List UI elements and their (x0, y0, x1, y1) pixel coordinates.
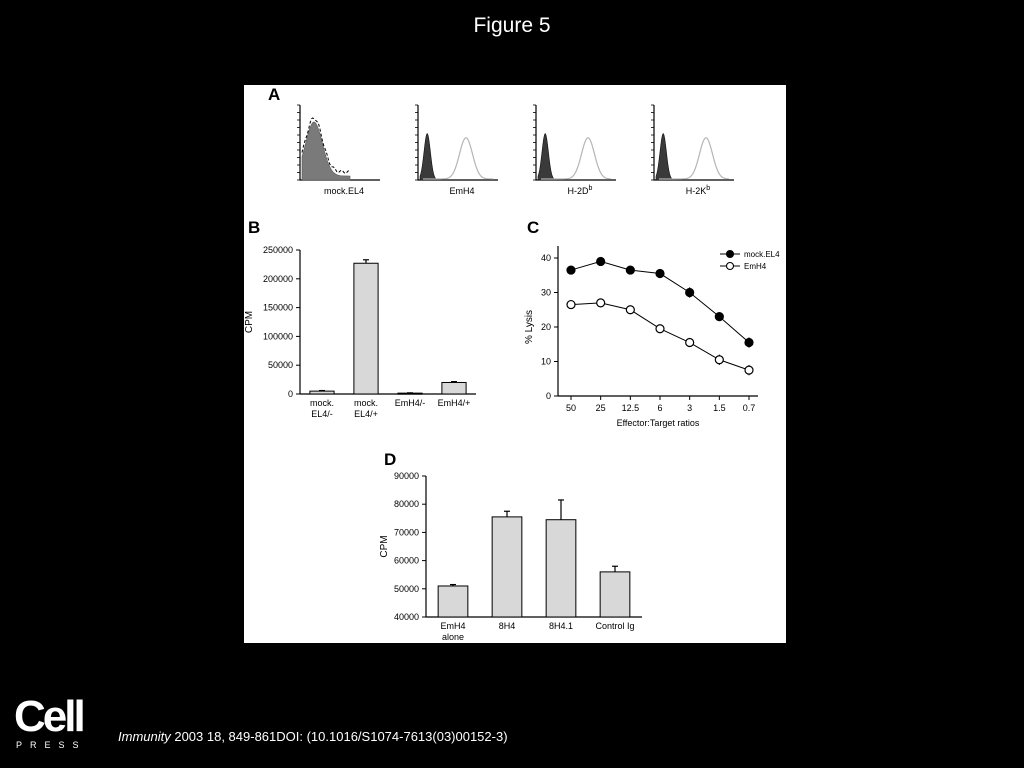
chart-b-bar (310, 391, 334, 394)
chart-b-bar (354, 263, 378, 394)
chart-d-category-label: alone (441, 632, 465, 642)
chart-d-category-label: EmH4 (440, 621, 466, 631)
histogram-control-peak (420, 134, 440, 181)
figure-svg (244, 85, 786, 643)
chart-b-category-label: mock. (309, 398, 335, 408)
citation (118, 729, 508, 744)
chart-d-y-tick-label: 90000 (393, 471, 419, 481)
chart-c-x-tick-label: 6 (657, 403, 663, 413)
chart-c-y-label: % Lysis (524, 309, 535, 345)
cell-press-logo (14, 692, 87, 750)
chart-d-y-tick-label: 60000 (393, 555, 419, 566)
chart-b-y-tick-label: 100000 (262, 331, 293, 342)
panel-letter-b: B (248, 218, 261, 237)
chart-c-point (656, 325, 664, 333)
chart-b-category-label: EmH4/- (394, 398, 426, 408)
chart-b-y-tick-label: 150000 (262, 302, 293, 313)
chart-c-point (597, 299, 605, 307)
panel-letter-a: A (268, 85, 281, 104)
chart-b-category-label: EmH4/+ (437, 398, 471, 408)
chart-b-category-label: EL4/- (311, 409, 333, 419)
histogram-label-2: $H-2D^b$ (567, 185, 593, 196)
chart-b-y-label: CPM (244, 310, 255, 334)
chart-c-y-tick-label: 40 (540, 253, 551, 263)
chart-c-point (656, 270, 664, 278)
chart-c-point (567, 266, 575, 274)
figure-title: Figure 5 (473, 14, 551, 37)
chart-d-bar (546, 520, 576, 617)
chart-c-x-tick-label: 1.5 (713, 403, 726, 413)
logo-press: PRESS (16, 740, 87, 750)
chart-b-y-tick-label: 200000 (262, 273, 293, 284)
chart-c-legend-marker (727, 251, 734, 258)
chart-d-y-label: CPM (379, 535, 390, 558)
chart-b-y-tick-label: 0 (287, 389, 293, 399)
chart-c-x-tick-label: 25 (595, 403, 606, 413)
chart-c-point (745, 339, 753, 347)
histogram-control-peak (538, 134, 558, 181)
chart-c-x-tick-label: 0.7 (742, 403, 756, 413)
chart-b-category-label: mock. (353, 398, 379, 408)
chart-d-y-tick-label: 80000 (393, 499, 419, 510)
chart-c-x-label: Effector:Target ratios (616, 418, 700, 428)
chart-c-y-tick-label: 20 (540, 322, 551, 332)
panel-letter-c: C (527, 218, 540, 237)
chart-c-legend-label: EmH4 (744, 262, 767, 271)
panel-letter-d: D (384, 450, 397, 469)
chart-d-category-label: Control Ig (595, 621, 635, 631)
chart-b-y-tick-label: 50000 (267, 360, 293, 371)
chart-c-point (626, 266, 634, 274)
chart-c-y-tick-label: 30 (540, 287, 551, 298)
citation-details: 2003 18, 849-861DOI: (10.1016/S1074-7613(03)00152-3) (170, 729, 508, 744)
chart-c-x-tick-label: 12.5 (621, 403, 640, 413)
chart-d-y-tick-label: 50000 (393, 583, 419, 594)
chart-c-point (745, 366, 753, 374)
chart-c-point (715, 313, 723, 321)
chart-c-point (567, 301, 575, 309)
histogram-label-0: mock.EL4 (323, 186, 365, 196)
chart-c-point (597, 257, 605, 265)
figure-panel (244, 85, 786, 643)
chart-c-y-tick-label: 0 (545, 391, 551, 401)
chart-c-x-tick-label: 3 (687, 403, 693, 413)
chart-c-point (715, 356, 723, 364)
chart-c-legend-label: mock.EL4 (744, 250, 780, 259)
chart-d-bar (600, 572, 630, 617)
histogram-label-1: EmH4 (449, 186, 475, 196)
chart-b-category-label: EL4/+ (354, 409, 378, 419)
chart-c-legend-marker (727, 263, 734, 270)
chart-b-bar (442, 382, 466, 394)
chart-c-y-tick-label: 10 (540, 356, 551, 367)
chart-c-point (686, 339, 694, 347)
citation-journal: Immunity (118, 729, 171, 744)
chart-b-y-tick-label: 250000 (262, 245, 293, 255)
chart-d-bar (492, 517, 522, 617)
chart-d-y-tick-label: 40000 (393, 612, 419, 622)
histogram-label-3: $H-2K^b$ (685, 185, 711, 196)
logo-word: Cell (14, 692, 83, 741)
histogram-control-peak (656, 134, 676, 181)
chart-d-category-label: 8H4.1 (548, 621, 574, 631)
chart-d-y-tick-label: 70000 (393, 527, 419, 538)
chart-d-category-label: 8H4 (498, 621, 516, 631)
chart-c-point (686, 289, 694, 297)
chart-c-x-tick-label: 50 (565, 403, 577, 413)
chart-c-point (626, 306, 634, 314)
chart-d-bar (438, 586, 468, 617)
